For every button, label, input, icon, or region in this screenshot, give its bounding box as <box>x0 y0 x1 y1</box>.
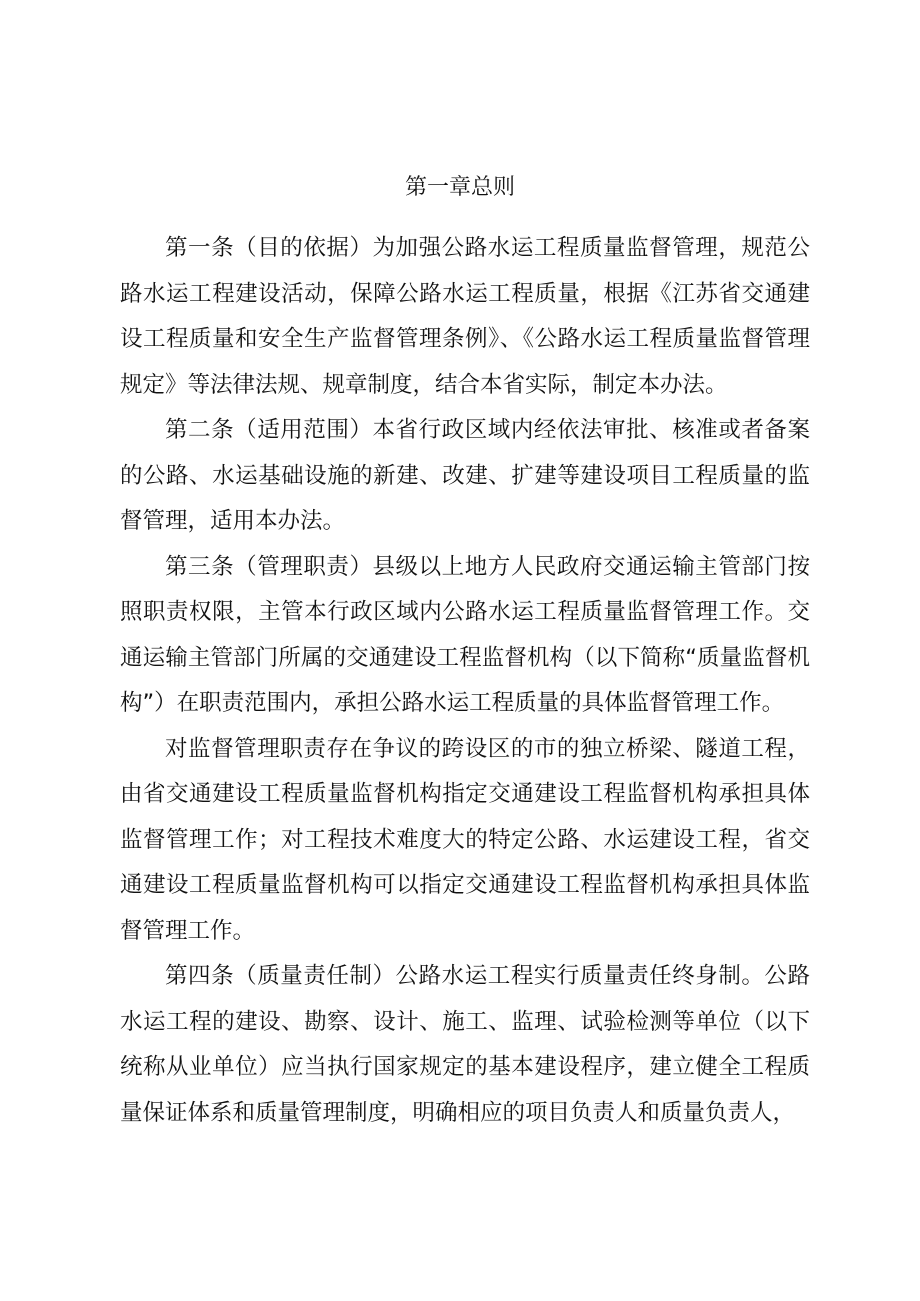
article-3-paragraph: 第三条（管理职责）县级以上地方人民政府交通运输主管部门按照职责权限，主管本行政区域内公路水运工程质量监督管理工作。交通运输主管部门所属的交通建设工程监督机构（以下简称“质量监督机构”）在职责范围内，承担公路水运工程质量的具体监督管理工作。 <box>120 553 810 716</box>
article-3-supplement-paragraph: 对监督管理职责存在争议的跨设区的市的独立桥梁、隧道工程，由省交通建设工程质量监督机构指定交通建设工程监督机构承担具体监督管理工作；对工程技术难度大的特定公路、水运建设工程，省交通建设工程质量监督机构可以指定交通建设工程监督机构承担具体监督管理工作。 <box>120 735 810 944</box>
article-4-paragraph: 第四条（质量责任制）公路水运工程实行质量责任终身制。公路水运工程的建设、勘察、设计、施工、监理、试验检测等单位（以下统称从业单位）应当执行国家规定的基本建设程序，建立健全工程质量保证体系和质量管理制度，明确相应的项目负责人和质量负责人， <box>120 963 810 1126</box>
document-body <box>120 226 810 1136</box>
article-2-paragraph: 第二条（适用范围）本省行政区域内经依法审批、核准或者备案的公路、水运基础设施的新建、改建、扩建等建设项目工程质量的监督管理，适用本办法。 <box>120 417 810 534</box>
article-1-paragraph: 第一条（目的依据）为加强公路水运工程质量监督管理，规范公路水运工程建设活动，保障公路水运工程质量，根据《江苏省交通建设工程质量和安全生产监督管理条例》、《公路水运工程质量监督管理规定》等法律法规、规章制度，结合本省实际，制定本办法。 <box>120 235 810 398</box>
chapter-title: 第一章总则 <box>404 175 515 200</box>
